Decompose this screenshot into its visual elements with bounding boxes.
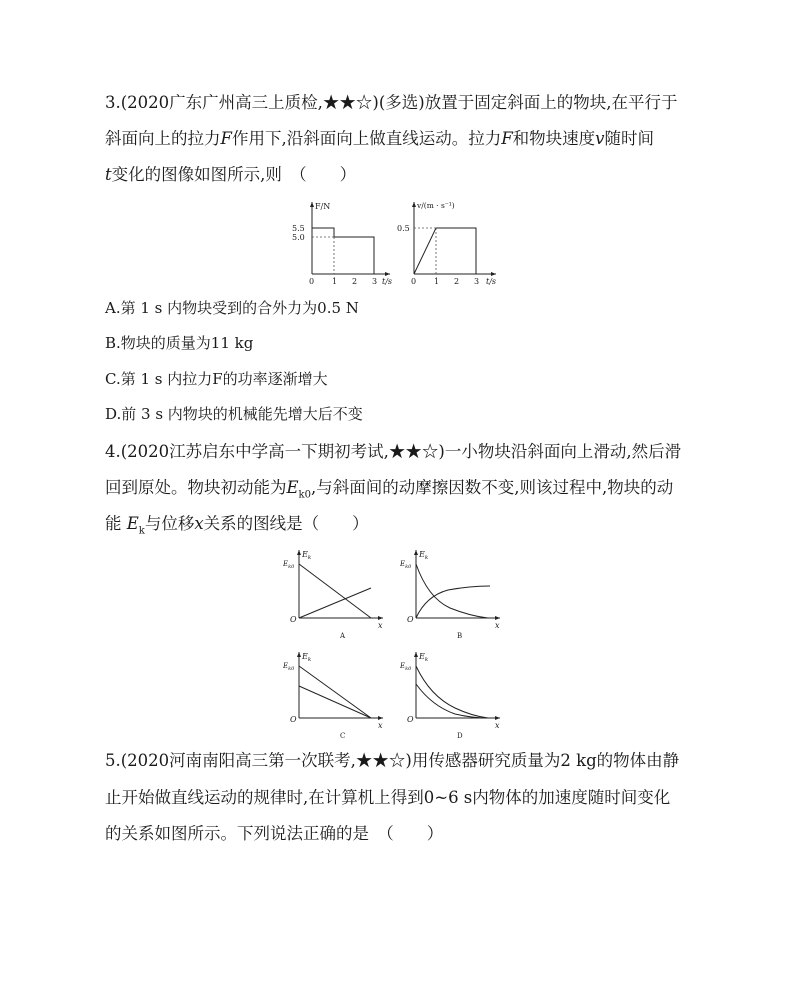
xlabel: x	[378, 621, 383, 630]
f-x-tick-2: 2	[352, 277, 358, 286]
curve-up	[299, 588, 371, 618]
q3-v-t-graph	[392, 196, 507, 286]
q5-line3: 的关系如图所示。下列说法正确的是 （ ）	[105, 824, 444, 843]
y-arrow-icon	[297, 550, 301, 555]
caption-a: A	[340, 632, 346, 640]
q3-f-t-graph	[290, 196, 400, 286]
q3-option-b: B.物块的质量为11 kg	[105, 334, 254, 352]
y0-label: $E_{k0}$	[283, 560, 295, 570]
q4-graph-b	[400, 546, 510, 643]
q3-line2-c: 和物块速度	[512, 129, 596, 148]
q4-line2-b: ,与斜面间的动摩擦因数不变,则该过程中,物块的动	[310, 478, 674, 497]
y0-label: $E_{k0}$	[283, 662, 295, 672]
q4-graph-a	[283, 546, 393, 643]
q4-line1: 4.(2020江苏启东中学高一下期初考试,★★☆)一小物块沿斜面向上滑动,然后滑	[105, 442, 682, 461]
curve-down	[299, 564, 371, 618]
v-curve	[414, 228, 476, 274]
v-x-tick-3: 3	[474, 277, 480, 286]
q3-var-t: t	[105, 165, 112, 184]
y0-label: $E_{k0}$	[400, 560, 412, 570]
v-y-tick-05: 0.5	[397, 224, 410, 233]
q3-var-v: v	[595, 129, 605, 148]
q3-line3	[105, 164, 356, 186]
v-x-tick-0: 0	[411, 277, 417, 286]
q3-line2-d: 随时间	[604, 129, 654, 148]
caption-b: B	[457, 632, 463, 640]
f-y-tick-50: 5.0	[292, 233, 305, 242]
x-arrow-icon	[378, 716, 383, 720]
q3-var-F2: F	[501, 129, 513, 148]
q4-line2	[105, 477, 673, 506]
q5-line2: 止开始做直线运动的规律时,在计算机上得到0~6 s内物体的加速度随时间变化	[105, 788, 671, 807]
q3-option-c: C.第 1 s 内拉力F的功率逐渐增大	[105, 370, 328, 388]
caption-c: C	[340, 732, 346, 740]
q4-line2-a: 回到原处。物块初动能为	[105, 478, 287, 497]
q3-line2-a: 斜面向上的拉力	[105, 129, 221, 148]
q3-var-F: F	[220, 129, 232, 148]
x-arrow-icon	[491, 272, 496, 276]
curve-up	[416, 586, 490, 618]
origin-label: O	[407, 615, 414, 624]
f-x-tick-1: 1	[332, 277, 338, 286]
curve-upper	[416, 666, 488, 718]
curve-lower	[299, 686, 371, 718]
x-arrow-icon	[378, 616, 383, 620]
q3-option-a: A.第 1 s 内物块受到的合外力为0.5 N	[105, 299, 359, 317]
origin-label: O	[290, 615, 297, 624]
q4-graph-c	[283, 648, 393, 745]
q3-line1: 3.(2020广东广州高三上质检,★★☆)(多选)放置于固定斜面上的物块,在平行于	[105, 93, 678, 112]
y-arrow-icon	[310, 202, 314, 207]
q4-graph-d	[400, 648, 510, 745]
ylabel: $E_k$	[302, 652, 312, 663]
v-x-tick-1: 1	[434, 277, 440, 286]
q3-line2-b: 作用下,沿斜面向上做直线运动。拉力	[231, 129, 502, 148]
q4-line3-b: 与位移	[144, 514, 195, 533]
q5-line1: 5.(2020河南南阳高三第一次联考,★★☆)用传感器研究质量为2 kg的物体由静	[105, 751, 680, 770]
origin-label: O	[407, 715, 414, 724]
v-ylabel: v/(m · s⁻¹)	[417, 201, 455, 210]
q3-line3-a: 变化的图像如图所示,则 （ ）	[111, 165, 357, 184]
y-arrow-icon	[414, 652, 418, 657]
curve-upper	[299, 666, 371, 718]
y-arrow-icon	[297, 652, 301, 657]
xlabel: x	[495, 721, 500, 730]
ylabel: $E_k$	[419, 652, 429, 663]
v-xlabel: t/s	[486, 277, 497, 286]
y-arrow-icon	[414, 550, 418, 555]
v-x-tick-2: 2	[454, 277, 460, 286]
caption-d: D	[457, 732, 463, 740]
ylabel: $E_k$	[419, 550, 429, 561]
q4-var-Ek: E	[126, 514, 139, 533]
ylabel: $E_k$	[302, 550, 312, 561]
f-ylabel: F/N	[315, 202, 331, 211]
f-y-tick-55: 5.5	[292, 224, 305, 233]
q4-var-x: x	[194, 514, 204, 533]
x-arrow-icon	[495, 616, 500, 620]
q3-option-d: D.前 3 s 内物块的机械能先增大后不变	[105, 405, 363, 423]
f-xlabel: t/s	[382, 277, 393, 286]
q4-line3-c: 关系的图线是（ ）	[203, 514, 369, 533]
y-arrow-icon	[412, 202, 416, 207]
q4-line3	[105, 513, 369, 542]
x-arrow-icon	[385, 272, 390, 276]
q4-var-E-sub: k0	[298, 489, 311, 501]
q4-var-E: E	[286, 478, 299, 497]
q3-line2	[105, 128, 654, 150]
q4-var-Ek-sub: k	[138, 525, 145, 537]
curve-lower	[416, 684, 488, 718]
xlabel: x	[495, 621, 500, 630]
origin-label: O	[290, 715, 297, 724]
y0-label: $E_{k0}$	[400, 662, 412, 672]
f-x-tick-0: 0	[309, 277, 315, 286]
f-curve	[312, 228, 374, 274]
q4-line3-a: 能	[105, 514, 127, 533]
x-arrow-icon	[495, 716, 500, 720]
curve-down	[416, 564, 488, 618]
xlabel: x	[378, 721, 383, 730]
f-x-tick-3: 3	[372, 277, 378, 286]
